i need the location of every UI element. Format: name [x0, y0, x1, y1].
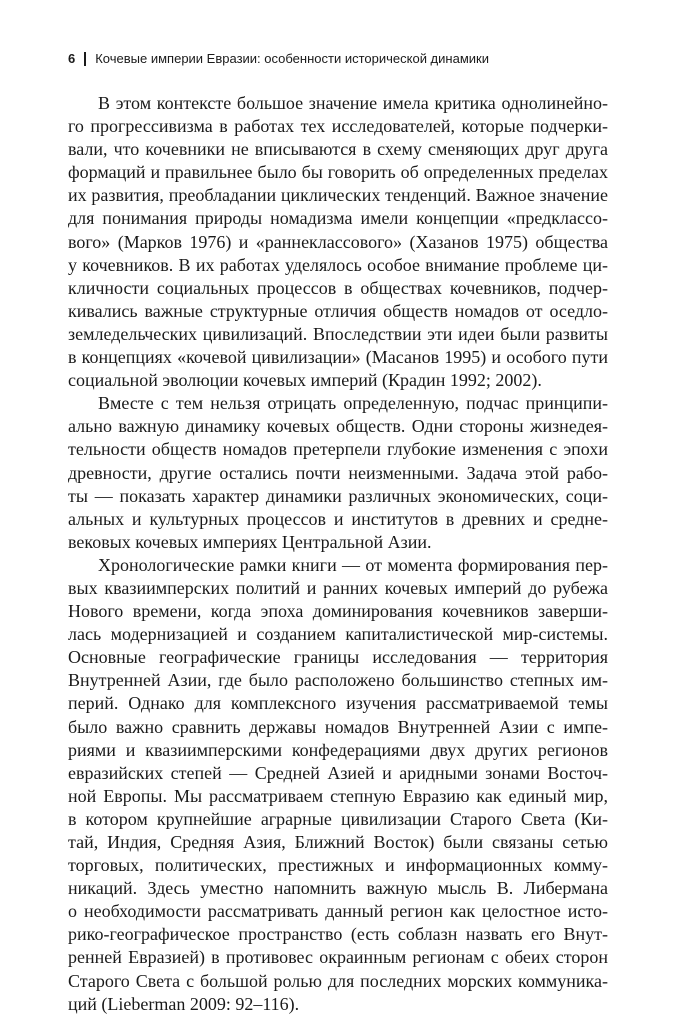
text-line: формаций и правильнее было бы говорить об определенных пределах	[68, 162, 608, 183]
text-line: рико-географическое пространство (есть соблазн назвать его Внут-	[68, 924, 608, 945]
text-line: Основные географические границы исследования — территория	[68, 647, 608, 668]
text-line: перий. Однако для комплексного изучения рассматриваемой темы	[68, 693, 608, 714]
paragraph	[68, 392, 608, 554]
text-line: Хронологические рамки книги — от момента формирования пер-	[98, 554, 608, 575]
text-line: древности, другие остались почти неизменными. Задача этой рабо-	[68, 462, 608, 483]
text-line: В этом контексте большое значение имела критика однолинейно-	[98, 93, 608, 113]
text-line: Нового времени, когда эпоха доминирования кочевников заверши-	[68, 601, 608, 622]
text-line: лась модернизацией и созданием капиталистической мир-системы.	[68, 624, 608, 645]
text-line: го прогрессивизма в работах тех исследователей, которые подчерки-	[68, 116, 608, 137]
text-line: ально важную динамику кочевых обществ. Одни стороны жизнедея-	[68, 416, 608, 437]
text-line: ты — показать характер динамики различных экономических, соци-	[68, 485, 608, 506]
text-line: ций (Lieberman 2009: 92–116).	[68, 993, 300, 1014]
text-line: Вместе с тем нельзя отрицать определенную, подчас принципи-	[98, 393, 608, 414]
header-separator	[84, 52, 86, 66]
text-line: риями и квазиимперскими конфедерациями двух других регионов	[68, 739, 608, 760]
text-line: кивались важные структурные отличия обществ номадов от оседло-	[68, 300, 608, 321]
text-line: Старого Света с большой ролью для последних морских коммуника-	[68, 970, 608, 991]
text-line: вековых кочевых империях Центральной Азии.	[68, 531, 432, 552]
text-line: в концепциях «кочевой цивилизации» (Масанов 1995) и особого пути	[68, 347, 608, 368]
text-line: о необходимости рассматривать данный регион как целостное исто-	[68, 901, 608, 922]
paragraph	[68, 92, 608, 392]
text-line: ренней Евразией) в противовес окраинным регионам с обеих сторон	[68, 947, 608, 968]
text-line: у кочевников. В их работах уделялось особое внимание проблеме ци-	[68, 254, 608, 275]
text-line: тельности обществ номадов претерпели глубокие изменения с эпохи	[68, 439, 608, 460]
text-line: тай, Индия, Средняя Азия, Ближний Восток) были связаны сетью	[68, 832, 608, 852]
running-title: Кочевые империи Евразии: особенности исторической динамики	[95, 51, 489, 66]
text-line: их развития, преобладании циклических тенденций. Важное значение	[68, 185, 608, 206]
text-line: в котором крупнейшие аграрные цивилизации Старого Света (Ки-	[68, 808, 608, 829]
text-line: было важно сравнить державы номадов Внутренней Азии с импе-	[68, 716, 608, 737]
text-line: вых квазиимперских политий и ранних кочевых империй до рубежа	[68, 577, 608, 598]
text-line: Внутренней Азии, где было расположено большинство степных им-	[68, 670, 608, 691]
text-line: евразийских степей — Средней Азией и аридными зонами Восточ-	[68, 762, 608, 783]
text-line: для понимания природы номадизма имели концепции «предклассо-	[68, 208, 608, 229]
running-header	[68, 50, 489, 68]
paragraph	[68, 554, 608, 1016]
text-line: альных и культурных процессов и институтов в древних и средне-	[68, 508, 608, 529]
text-line: кличности социальных процессов в обществах кочевников, подчер-	[68, 277, 608, 298]
text-line: вого» (Марков 1976) и «раннеклассового» (Хазанов 1975) общества	[68, 231, 608, 252]
text-line: торговых, политических, престижных и информационных комму-	[68, 855, 608, 876]
text-line: ной Европы. Мы рассматриваем степную Евразию как единый мир,	[68, 785, 608, 806]
text-line: никаций. Здесь уместно напомнить важную мысль В. Либермана	[68, 878, 608, 899]
text-line: социальной эволюции кочевых империй (Крадин 1992; 2002).	[68, 370, 542, 391]
text-line: вали, что кочевники не вписываются в схему сменяющих друг друга	[68, 139, 608, 160]
text-line: земледельческих цивилизаций. Впоследствии эти идеи были развиты	[68, 323, 608, 344]
page-number: 6	[68, 51, 76, 66]
body-text	[68, 92, 608, 1016]
